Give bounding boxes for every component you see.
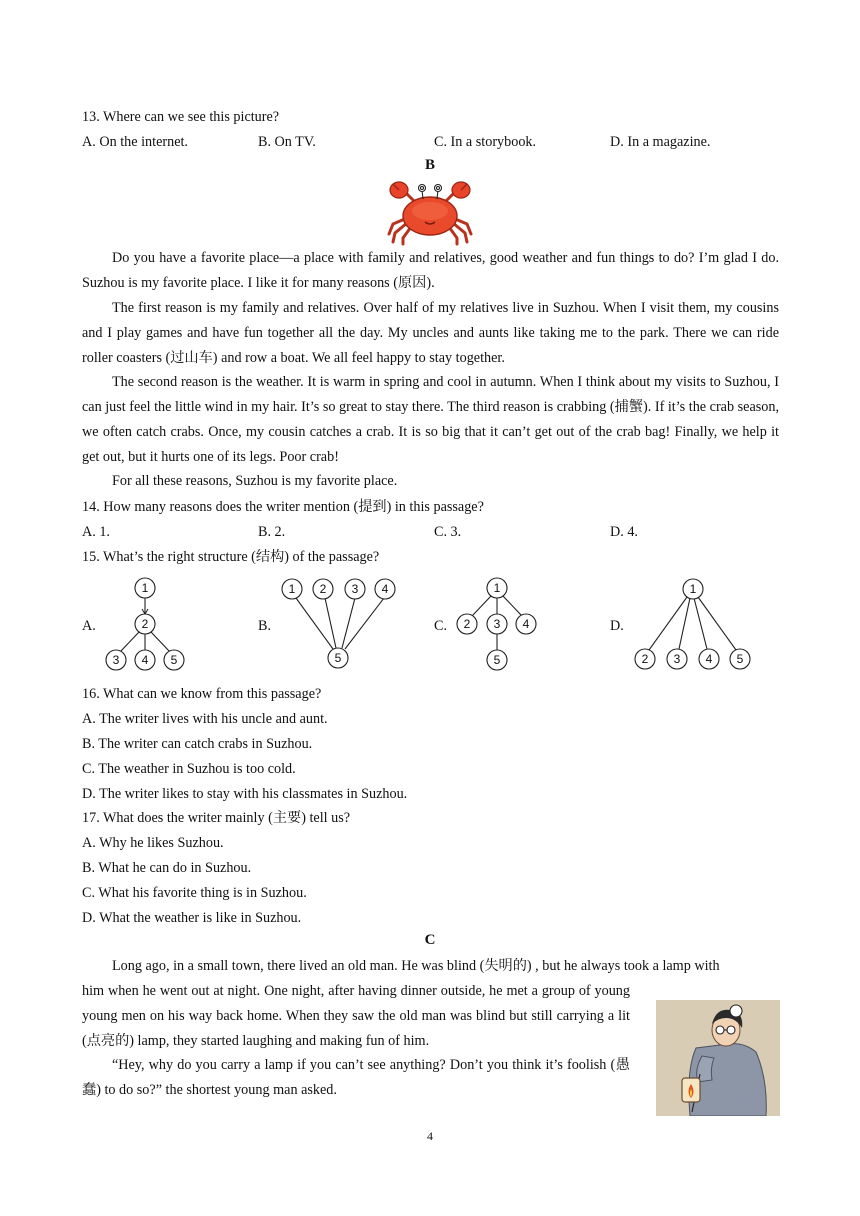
q17-option-c: C. What his favorite thing is in Suzhou. bbox=[82, 885, 307, 901]
section-c-paragraph-2: “Hey, why do you carry a lamp if you can’t see anything? Don’t you think it’s foolish (愚蠢) to do so?” the shortest young man asked. bbox=[82, 1057, 630, 1098]
q16-option-b: B. The writer can catch crabs in Suzhou. bbox=[82, 736, 313, 752]
q14-option-c: C. 3. bbox=[434, 524, 462, 540]
section-b-paragraph-4: For all these reasons, Suzhou is my favorite place. bbox=[112, 473, 398, 489]
section-b-paragraph-3: The second reason is the weather. It is warm in spring and cool in autumn. When I think about my visits to Suzhou, I can just feel the little wind in my hair. It’s so great to stay there. The third reason is crabbing (捕蟹). If it’s the crab season, we often catch crabs. Once, my cousin catches a crab. It is so big that it can’t get out of the crab bag! Finally, we help it get out, but it hurts one of its legs. Poor crab! bbox=[82, 374, 779, 465]
diagram-d-node: 3 bbox=[673, 652, 681, 666]
q15-option-c-label: C. bbox=[434, 618, 448, 634]
q15-option-d-label: D. bbox=[610, 618, 624, 634]
structure-diagram-b bbox=[278, 576, 402, 672]
diagram-d-node: 4 bbox=[705, 652, 713, 666]
diagram-d-node: 5 bbox=[736, 652, 744, 666]
diagram-c-node: 2 bbox=[463, 617, 471, 631]
q14-option-d: D. 4. bbox=[610, 524, 638, 540]
q14-option-a: A. 1. bbox=[82, 524, 110, 540]
diagram-b-node: 2 bbox=[319, 582, 327, 596]
diagram-c-node: 1 bbox=[493, 581, 501, 595]
q16-option-a: A. The writer lives with his uncle and aunt. bbox=[82, 711, 328, 727]
q14-option-b: B. 2. bbox=[258, 524, 286, 540]
section-b-paragraph-2: The first reason is my family and relatives. Over half of my relatives live in Suzhou. When I visit them, my cousins and I play games and have fun together all the day. My uncles and aunts like taking me to the park. There we can ride roller coasters (过山车) and row a boat. We all feel happy to stay together. bbox=[82, 300, 779, 366]
diagram-b-node: 1 bbox=[288, 582, 296, 596]
diagram-a-node: 1 bbox=[141, 581, 149, 595]
q15-option-a-label: A. bbox=[82, 618, 96, 634]
q16-option-d: D. The writer likes to stay with his classmates in Suzhou. bbox=[82, 786, 408, 802]
diagram-b-node: 5 bbox=[334, 651, 342, 665]
question-16: 16. What can we know from this passage? bbox=[82, 686, 322, 702]
structure-diagram-a bbox=[100, 576, 190, 672]
diagram-c-node: 4 bbox=[522, 617, 530, 631]
q17-option-b: B. What he can do in Suzhou. bbox=[82, 860, 252, 876]
diagram-c-node: 5 bbox=[493, 653, 501, 667]
blind-man-with-lamp-illustration bbox=[656, 1000, 780, 1116]
page-number: 4 bbox=[427, 1129, 433, 1143]
q13-option-d: D. In a magazine. bbox=[610, 134, 711, 150]
structure-diagram-c bbox=[452, 576, 542, 672]
crab-illustration bbox=[385, 178, 475, 246]
section-b-paragraph-1: Do you have a favorite place—a place with family and relatives, good weather and fun things to do? I’m glad I do. Suzhou is my favorite place. I like it for many reasons (原因). bbox=[82, 250, 779, 291]
q13-option-b: B. On TV. bbox=[258, 134, 316, 150]
q16-option-c: C. The weather in Suzhou is too cold. bbox=[82, 761, 296, 777]
section-b-heading: B bbox=[424, 157, 435, 173]
question-17: 17. What does the writer mainly (主要) tell us? bbox=[82, 810, 351, 826]
diagram-a-node: 2 bbox=[141, 617, 149, 631]
question-13: 13. Where can we see this picture? bbox=[82, 109, 280, 125]
q17-option-a: A. Why he likes Suzhou. bbox=[82, 835, 224, 851]
q17-option-d: D. What the weather is like in Suzhou. bbox=[82, 910, 302, 926]
diagram-b-node: 3 bbox=[351, 582, 359, 596]
diagram-d-node: 1 bbox=[689, 582, 697, 596]
diagram-b-node: 4 bbox=[381, 582, 389, 596]
question-15: 15. What’s the right structure (结构) of the passage? bbox=[82, 549, 380, 565]
q13-option-a: A. On the internet. bbox=[82, 134, 188, 150]
question-14: 14. How many reasons does the writer mention (提到) in this passage? bbox=[82, 499, 484, 515]
q15-option-b-label: B. bbox=[258, 618, 272, 634]
diagram-a-node: 3 bbox=[112, 653, 120, 667]
diagram-a-node: 5 bbox=[170, 653, 178, 667]
diagram-d-node: 2 bbox=[641, 652, 649, 666]
section-c-heading: C bbox=[424, 932, 436, 948]
section-c-paragraph-1-first-line: Long ago, in a small town, there lived an old man. He was blind (失明的) , but he always took a lamp with bbox=[112, 958, 720, 974]
diagram-c-node: 3 bbox=[493, 617, 501, 631]
diagram-a-node: 4 bbox=[141, 653, 149, 667]
q13-option-c: C. In a storybook. bbox=[434, 134, 537, 150]
structure-diagram-d bbox=[630, 576, 756, 672]
section-c-paragraph-1: him when he went out at night. One night, after having dinner outside, he met a group of young young men on his way back home. When they saw the old man was blind but still carrying a lit (点亮的) lamp, they started laughing and making fun of him. bbox=[82, 983, 630, 1049]
